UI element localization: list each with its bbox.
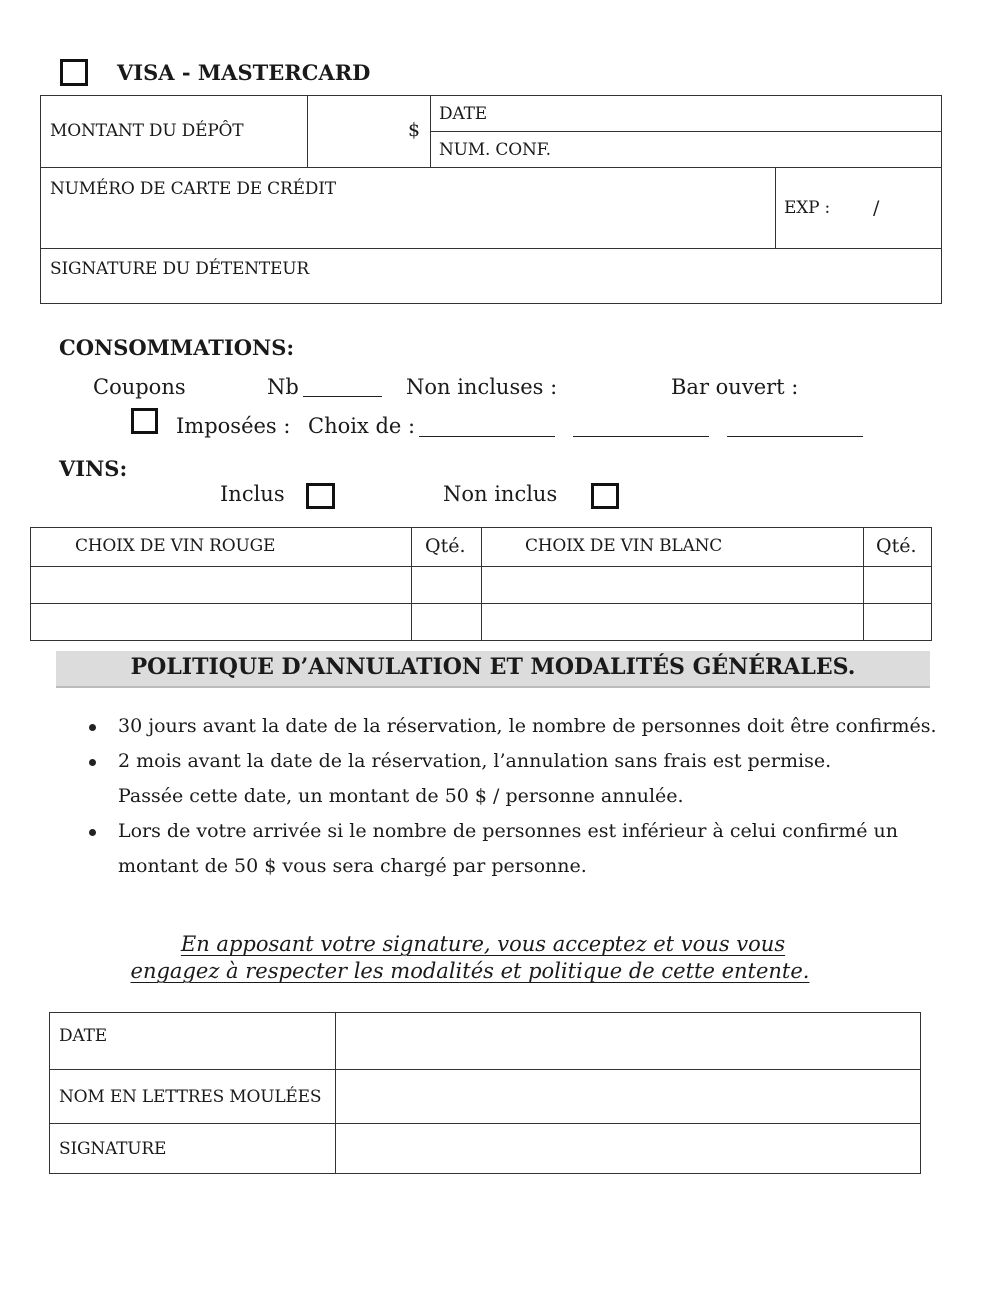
holder-signature-label: SIGNATURE DU DÉTENTEUR — [50, 259, 309, 279]
wine-included-checkbox[interactable] — [306, 483, 335, 509]
payment-date-label: DATE — [439, 104, 487, 124]
bullet-icon — [89, 829, 96, 836]
wine-not-included-checkbox[interactable] — [591, 483, 619, 509]
choice-blank-2[interactable] — [573, 436, 709, 437]
white-wine-cell-1[interactable] — [482, 567, 862, 602]
payment-option-label: VISA - MASTERCARD — [117, 60, 371, 85]
currency-symbol: $ — [408, 119, 421, 141]
choice-blank-1[interactable] — [419, 436, 555, 437]
policy-title: POLITIQUE D’ANNULATION ET MODALITÉS GÉNÉRALES. — [130, 654, 856, 680]
agreement-line-2: engagez à respecter les modalités et politique de cette entente. — [130, 959, 810, 983]
confirmation-number-label: NUM. CONF. — [439, 140, 551, 160]
visa-mastercard-checkbox[interactable] — [60, 59, 88, 86]
red-wine-header: CHOIX DE VIN ROUGE — [75, 536, 276, 556]
white-wine-header: CHOIX DE VIN BLANC — [525, 536, 723, 556]
imposed-checkbox[interactable] — [131, 408, 158, 434]
policy-item-2-line-2: Passée cette date, un montant de 50 $ / personne annulée. — [118, 785, 684, 807]
nb-blank[interactable] — [303, 396, 382, 397]
white-qty-header: Qté. — [876, 535, 917, 557]
choice-label: Choix de : — [308, 414, 416, 438]
wine-included-label: Inclus — [220, 482, 285, 506]
card-number-label: NUMÉRO DE CARTE DE CRÉDIT — [50, 179, 336, 199]
signoff-date-field[interactable] — [336, 1013, 920, 1068]
white-wine-cell-2[interactable] — [482, 604, 862, 640]
deposit-amount-label: MONTANT DU DÉPÔT — [50, 121, 244, 141]
bullet-icon — [89, 724, 96, 731]
signoff-signature-field[interactable] — [336, 1124, 920, 1173]
policy-item-3-line-2: montant de 50 $ vous sera chargé par personne. — [118, 855, 587, 877]
open-bar-label: Bar ouvert : — [671, 375, 799, 399]
wine-not-included-label: Non inclus — [443, 482, 558, 506]
policy-item-3-line-1: Lors de votre arrivée si le nombre de personnes est inférieur à celui confirmé un — [118, 820, 899, 842]
wines-heading: VINS: — [59, 456, 128, 481]
red-wine-cell-2[interactable] — [31, 604, 410, 640]
nb-label: Nb — [267, 375, 299, 399]
expiry-label: EXP : — [784, 198, 831, 218]
signoff-name-field[interactable] — [336, 1070, 920, 1122]
policy-item-2-line-1: 2 mois avant la date de la réservation, l’annulation sans frais est permise. — [118, 750, 832, 772]
consumptions-heading: CONSOMMATIONS: — [59, 335, 295, 360]
bullet-icon — [89, 759, 96, 766]
excluded-label: Non incluses : — [406, 375, 558, 399]
choice-blank-3[interactable] — [727, 436, 863, 437]
signoff-name-label: NOM EN LETTRES MOULÉES — [59, 1087, 322, 1107]
signoff-date-label: DATE — [59, 1026, 107, 1046]
coupons-label: Coupons — [93, 375, 186, 399]
red-wine-cell-1[interactable] — [31, 567, 410, 602]
signoff-signature-label: SIGNATURE — [59, 1139, 167, 1159]
expiry-separator: / — [873, 197, 880, 219]
imposed-label: Imposées : — [176, 414, 291, 438]
policy-item-1: 30 jours avant la date de la réservation, le nombre de personnes doit être confirmés. — [118, 715, 937, 737]
red-qty-header: Qté. — [425, 535, 466, 557]
agreement-line-1: En apposant votre signature, vous acceptez et vous vous — [180, 932, 786, 956]
